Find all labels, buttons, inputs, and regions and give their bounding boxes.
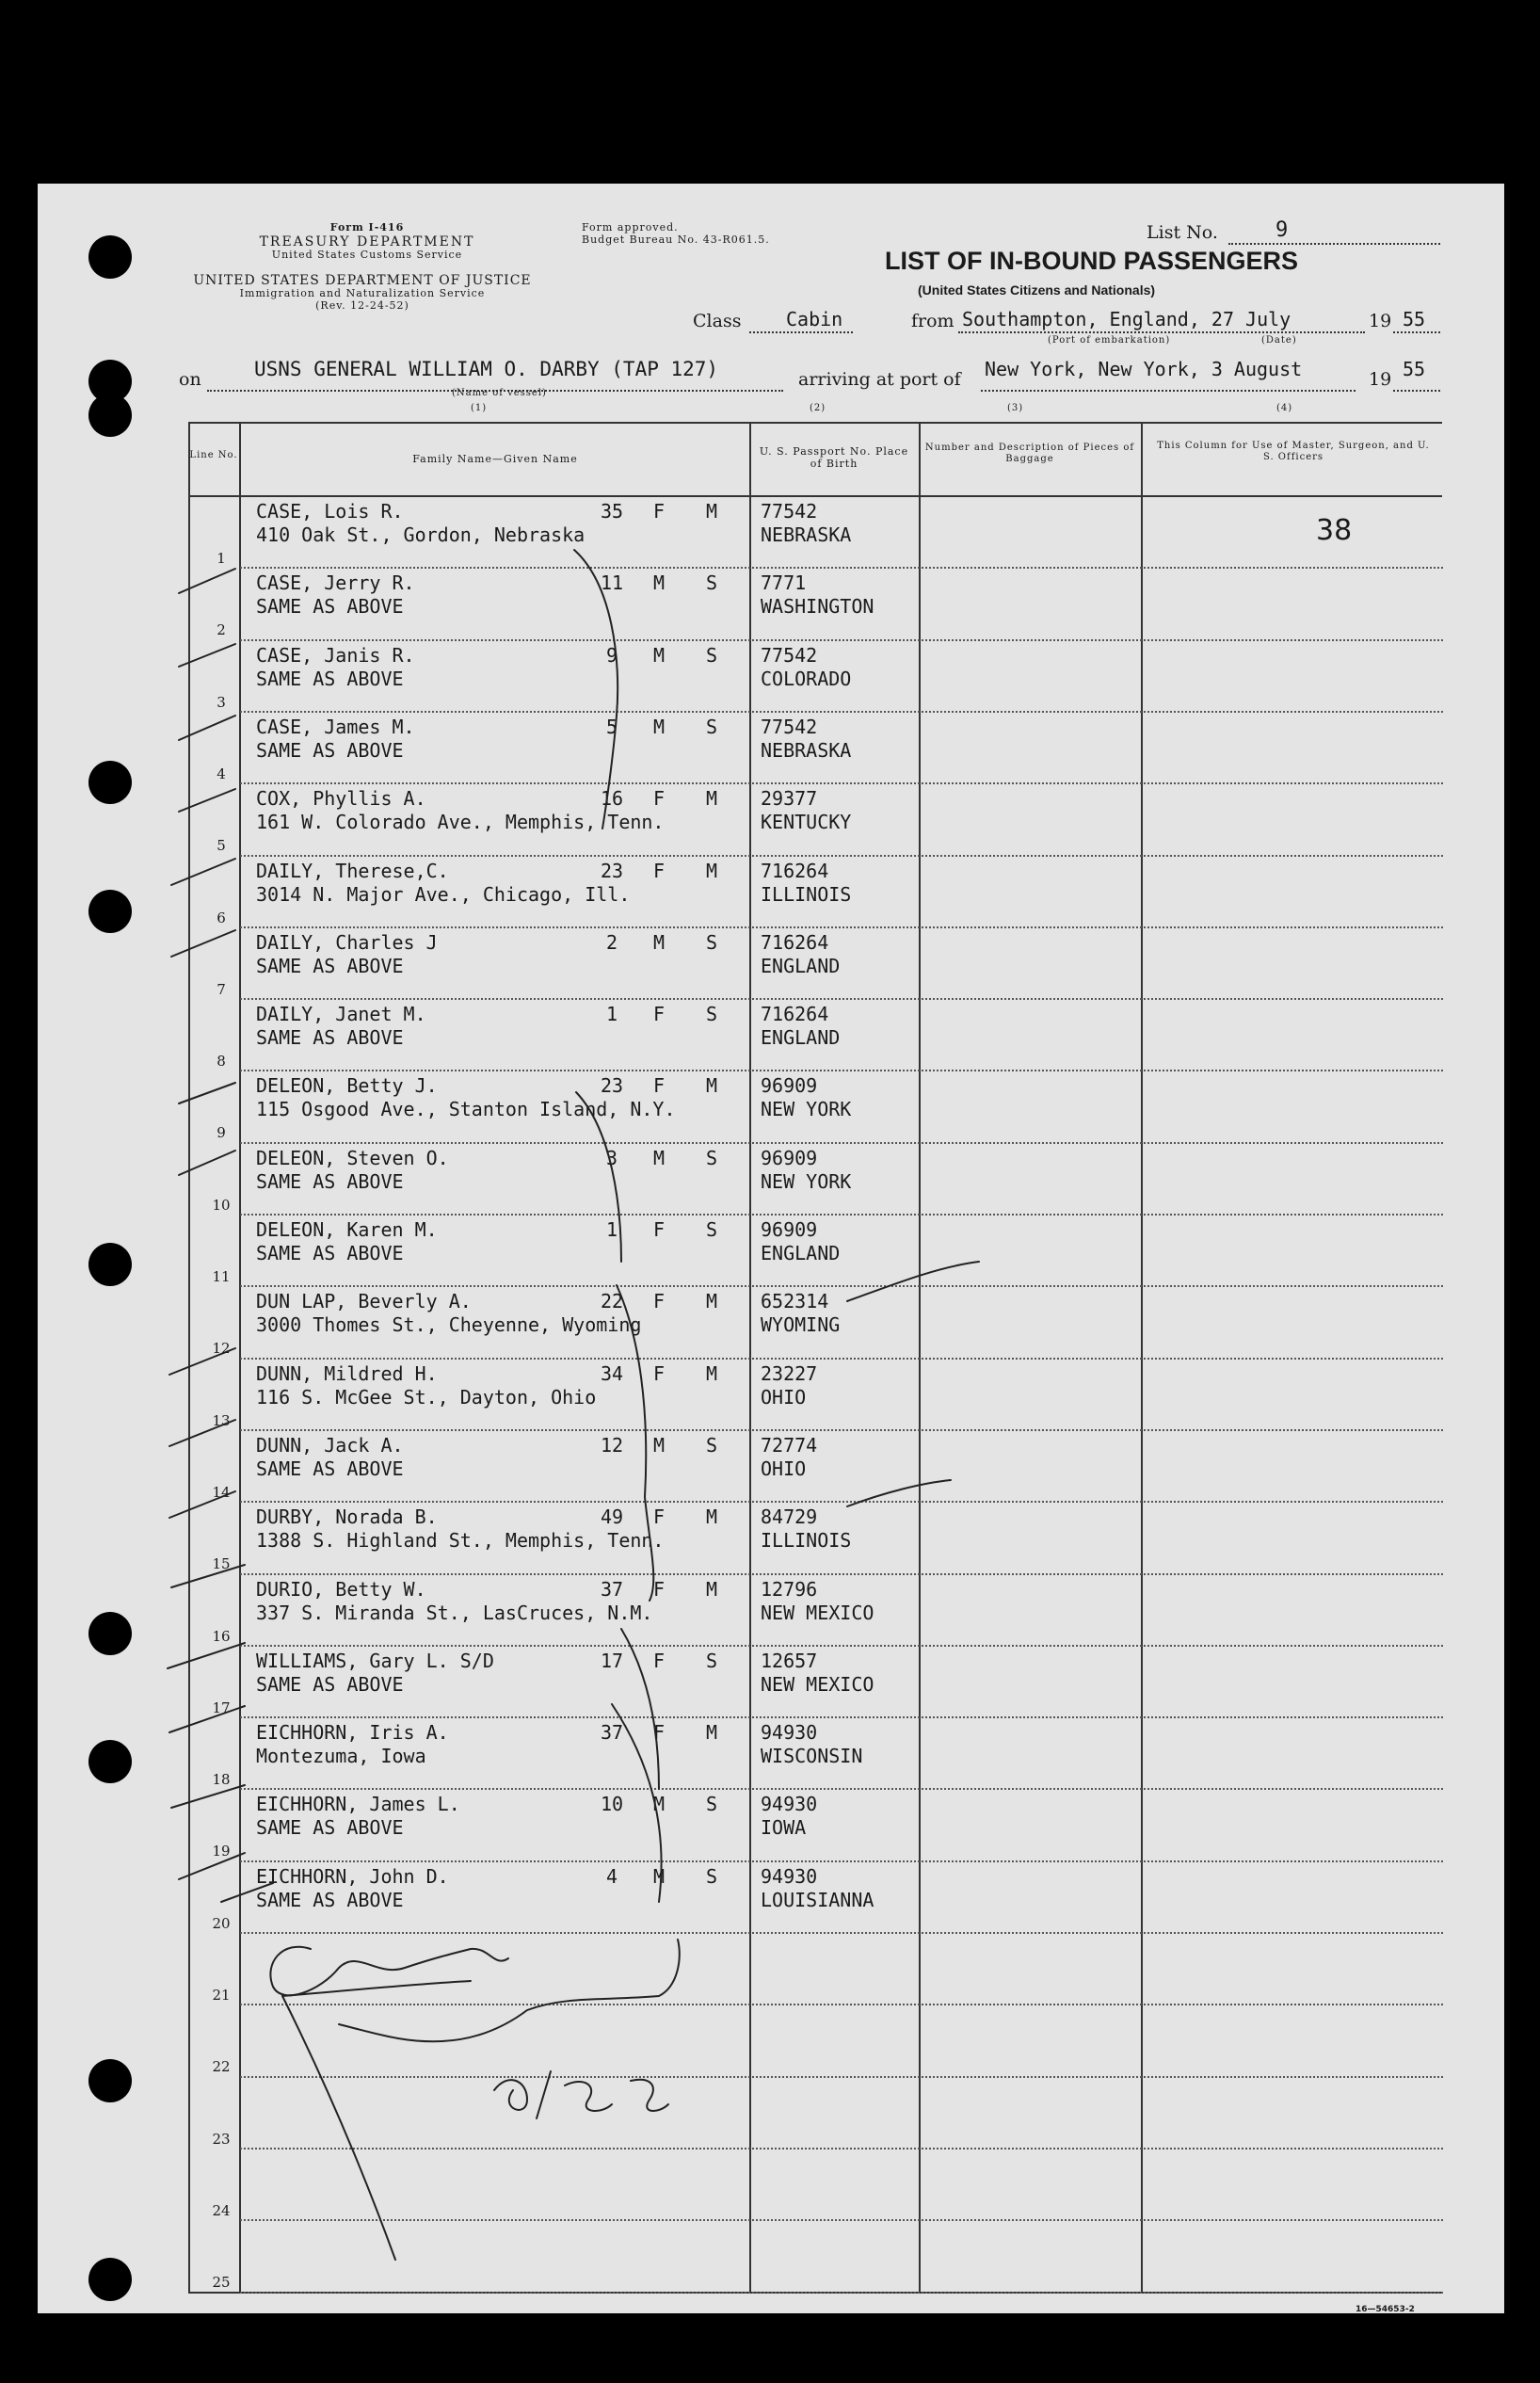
customs-service: United States Customs Service	[271, 248, 463, 261]
passenger-name: EICHHORN, Iris A.	[256, 1721, 449, 1744]
passenger-sex: F	[653, 1290, 666, 1312]
passenger-sex: M	[653, 1865, 666, 1888]
passenger-address: SAME AS ABOVE	[256, 955, 404, 977]
passenger-name: EICHHORN, James L.	[256, 1793, 460, 1815]
dept-justice: UNITED STATES DEPARTMENT OF JUSTICE	[193, 273, 532, 288]
passenger-address: 3014 N. Major Ave., Chicago, Ill.	[256, 883, 631, 906]
passport-number: 77542	[761, 500, 818, 523]
passenger-sex: M	[653, 931, 666, 954]
passport-number: 94930	[761, 1721, 818, 1744]
passenger-marital-status: S	[706, 572, 718, 594]
passenger-marital-status: M	[706, 1290, 718, 1312]
list-no-label: List No.	[1147, 222, 1218, 243]
passenger-address: 116 S. McGee St., Dayton, Ohio	[256, 1386, 597, 1409]
port-embark-caption: (Port of embarkation)	[1048, 335, 1171, 346]
place-of-birth: COLORADO	[761, 668, 852, 690]
passenger-marital-status: M	[706, 1721, 718, 1744]
passenger-name: DELEON, Steven O.	[256, 1147, 449, 1169]
list-no-value: 9	[1275, 218, 1289, 242]
passenger-address: SAME AS ABOVE	[256, 1889, 404, 1911]
passenger-marital-status: M	[706, 500, 718, 523]
line-number: 25	[212, 2274, 231, 2291]
form-number: Form I-416	[329, 221, 405, 233]
year-2: 55	[1403, 358, 1426, 380]
passenger-age: 17	[600, 1650, 624, 1672]
passenger-age: 1	[605, 1003, 618, 1025]
col-num-1: (1)	[471, 403, 488, 413]
passenger-name: DELEON, Karen M.	[256, 1218, 438, 1241]
passenger-age: 22	[600, 1290, 624, 1312]
passport-number: 12657	[761, 1650, 818, 1672]
line-number: 13	[212, 1412, 231, 1429]
passenger-marital-status: M	[706, 787, 718, 810]
passenger-name: DAILY, Charles J	[256, 931, 438, 954]
passenger-address: 1388 S. Highland St., Memphis, Tenn.	[256, 1529, 665, 1552]
line-number: 12	[212, 1340, 231, 1357]
passenger-sex: F	[653, 1505, 666, 1528]
line-number: 5	[217, 837, 226, 854]
passenger-address: SAME AS ABOVE	[256, 595, 404, 618]
place-of-birth: LOUISIANNA	[761, 1889, 874, 1911]
passenger-address: SAME AS ABOVE	[256, 739, 404, 762]
passport-number: 652314	[761, 1290, 829, 1312]
place-of-birth: OHIO	[761, 1457, 807, 1480]
passenger-marital-status: M	[706, 860, 718, 882]
rev-date: (Rev. 12-24-52)	[315, 298, 409, 312]
passenger-sex: M	[653, 716, 666, 738]
place-of-birth: ILLINOIS	[761, 1529, 852, 1552]
passenger-age: 2	[605, 931, 618, 954]
passenger-age: 37	[600, 1578, 624, 1601]
date-caption: (Date)	[1261, 335, 1297, 346]
passenger-name: DURBY, Norada B.	[256, 1505, 438, 1528]
year-1: 55	[1403, 308, 1426, 330]
passenger-address: SAME AS ABOVE	[256, 668, 404, 690]
passenger-sex: M	[653, 1147, 666, 1169]
passport-number: 96909	[761, 1218, 818, 1241]
place-of-birth: NEBRASKA	[761, 739, 852, 762]
place-of-birth: KENTUCKY	[761, 811, 852, 833]
passport-number: 7771	[761, 572, 807, 594]
line-number: 7	[217, 981, 226, 998]
passenger-age: 23	[600, 860, 624, 882]
line-number: 11	[212, 1268, 231, 1285]
passenger-name: CASE, James M.	[256, 716, 415, 738]
place-of-birth: OHIO	[761, 1386, 807, 1409]
passenger-age: 34	[600, 1362, 624, 1385]
passenger-age: 1	[605, 1218, 618, 1241]
place-of-birth: NEBRASKA	[761, 523, 852, 546]
line-number: 3	[217, 694, 226, 711]
passenger-address: 337 S. Miranda St., LasCruces, N.M.	[256, 1602, 653, 1624]
passport-number: 96909	[761, 1147, 818, 1169]
passenger-age: 5	[605, 716, 618, 738]
passenger-sex: M	[653, 644, 666, 667]
passport-number: 716264	[761, 931, 829, 954]
passenger-marital-status: M	[706, 1074, 718, 1097]
passenger-name: WILLIAMS, Gary L. S/D	[256, 1650, 494, 1672]
passenger-sex: M	[653, 1793, 666, 1815]
page-subtitle: (United States Citizens and Nationals)	[918, 282, 1156, 298]
passenger-sex: M	[653, 572, 666, 594]
passenger-name: DAILY, Janet M.	[256, 1003, 426, 1025]
place-of-birth: IOWA	[761, 1816, 807, 1839]
passenger-sex: F	[653, 1362, 666, 1385]
passenger-marital-status: S	[706, 1147, 718, 1169]
vessel-name: USNS GENERAL WILLIAM O. DARBY (TAP 127)	[254, 358, 719, 380]
passenger-age: 9	[605, 644, 618, 667]
line-number: 18	[212, 1771, 231, 1788]
passenger-sex: F	[653, 1003, 666, 1025]
passenger-marital-status: S	[706, 1218, 718, 1241]
line-number: 19	[212, 1843, 231, 1860]
passport-number: 29377	[761, 787, 818, 810]
passenger-address: Montezuma, Iowa	[256, 1745, 426, 1767]
passenger-marital-status: S	[706, 1003, 718, 1025]
passport-number: 84729	[761, 1505, 818, 1528]
passenger-address: SAME AS ABOVE	[256, 1242, 404, 1264]
passenger-address: 161 W. Colorado Ave., Memphis, Tenn.	[256, 811, 665, 833]
passport-number: 94930	[761, 1793, 818, 1815]
passenger-age: 3	[605, 1147, 618, 1169]
passport-number: 12796	[761, 1578, 818, 1601]
passenger-sex: F	[653, 860, 666, 882]
passenger-name: DAILY, Therese,C.	[256, 860, 449, 882]
passenger-address: SAME AS ABOVE	[256, 1026, 404, 1049]
vessel-caption: (Name of vessel)	[452, 388, 547, 398]
on-label: on	[179, 369, 201, 390]
approval-line-2: Budget Bureau No. 43-R061.5.	[582, 233, 770, 246]
line-number: 21	[212, 1987, 231, 2004]
place-of-birth: ENGLAND	[761, 1026, 841, 1049]
place-of-birth: WASHINGTON	[761, 595, 874, 618]
passenger-marital-status: M	[706, 1505, 718, 1528]
passenger-name: DURIO, Betty W.	[256, 1578, 426, 1601]
col-header-officers: This Column for Use of Master, Surgeon, and U. S. Officers	[1157, 441, 1430, 462]
line-number: 23	[212, 2131, 231, 2148]
col-header-name: Family Name—Given Name	[412, 453, 578, 465]
arrival-port: New York, New York, 3 August	[985, 358, 1303, 380]
col-header-line: Line No.	[189, 450, 238, 460]
line-number: 15	[212, 1555, 231, 1572]
passport-number: 94930	[761, 1865, 818, 1888]
line-number: 1	[217, 550, 226, 567]
passport-number: 72774	[761, 1434, 818, 1457]
place-of-birth: ENGLAND	[761, 1242, 841, 1264]
line-number: 9	[217, 1124, 226, 1141]
passport-number: 716264	[761, 860, 829, 882]
passenger-name: EICHHORN, John D.	[256, 1865, 449, 1888]
passenger-name: DUN LAP, Beverly A.	[256, 1290, 472, 1312]
passenger-marital-status: S	[706, 931, 718, 954]
col-header-baggage: Number and Description of Pieces of Baggage	[924, 443, 1135, 464]
place-of-birth: WISCONSIN	[761, 1745, 863, 1767]
dept-treasury: TREASURY DEPARTMENT	[259, 233, 475, 250]
line-number: 8	[217, 1053, 226, 1070]
passenger-age: 4	[605, 1865, 618, 1888]
class-label: Class	[693, 311, 742, 331]
place-of-birth: ENGLAND	[761, 955, 841, 977]
passenger-address: 3000 Thomes St., Cheyenne, Wyoming	[256, 1313, 642, 1336]
line-number: 22	[212, 2058, 231, 2075]
passenger-marital-status: M	[706, 1578, 718, 1601]
passenger-age: 35	[600, 500, 624, 523]
arriving-label: arriving at port of	[798, 369, 961, 390]
place-of-birth: NEW MEXICO	[761, 1673, 874, 1696]
passenger-name: DELEON, Betty J.	[256, 1074, 438, 1097]
place-of-birth: NEW YORK	[761, 1098, 852, 1120]
passenger-marital-status: S	[706, 1793, 718, 1815]
passenger-age: 23	[600, 1074, 624, 1097]
from-label: from	[911, 311, 954, 331]
passport-number: 23227	[761, 1362, 818, 1385]
passenger-name: CASE, Jerry R.	[256, 572, 415, 594]
line-number: 6	[217, 910, 226, 926]
passenger-age: 49	[600, 1505, 624, 1528]
passenger-marital-status: S	[706, 644, 718, 667]
officer-note: 38	[1316, 514, 1353, 547]
passenger-marital-status: S	[706, 716, 718, 738]
passenger-address: SAME AS ABOVE	[256, 1170, 404, 1193]
passenger-sex: F	[653, 1721, 666, 1744]
class-value: Cabin	[786, 308, 843, 330]
passenger-age: 10	[600, 1793, 624, 1815]
passenger-age: 16	[600, 787, 624, 810]
place-of-birth: NEW YORK	[761, 1170, 852, 1193]
passenger-address: SAME AS ABOVE	[256, 1816, 404, 1839]
passenger-name: DUNN, Jack A.	[256, 1434, 404, 1457]
col-num-3: (3)	[1007, 403, 1024, 413]
passenger-marital-status: S	[706, 1865, 718, 1888]
place-of-birth: ILLINOIS	[761, 883, 852, 906]
passenger-address: SAME AS ABOVE	[256, 1673, 404, 1696]
passenger-marital-status: M	[706, 1362, 718, 1385]
page-title: LIST OF IN-BOUND PASSENGERS	[885, 247, 1299, 275]
col-num-4: (4)	[1276, 403, 1293, 413]
approval-line-1: Form approved.	[582, 221, 679, 233]
passenger-name: COX, Phyllis A.	[256, 787, 426, 810]
place-of-birth: WYOMING	[761, 1313, 841, 1336]
passenger-age: 12	[600, 1434, 624, 1457]
passenger-name: CASE, Lois R.	[256, 500, 404, 523]
line-number: 2	[217, 621, 226, 638]
passenger-sex: F	[653, 1074, 666, 1097]
line-number: 16	[212, 1628, 231, 1645]
from-value: Southampton, England, 27 July	[962, 308, 1291, 330]
passenger-marital-status: S	[706, 1650, 718, 1672]
passport-number: 77542	[761, 644, 818, 667]
passenger-age: 37	[600, 1721, 624, 1744]
passenger-sex: F	[653, 1218, 666, 1241]
footer-code: 16—54653-2	[1356, 2305, 1415, 2314]
line-number: 10	[212, 1197, 231, 1214]
line-number: 14	[212, 1484, 231, 1501]
passenger-address: 410 Oak St., Gordon, Nebraska	[256, 523, 586, 546]
col-num-2: (2)	[810, 403, 826, 413]
passenger-name: DUNN, Mildred H.	[256, 1362, 438, 1385]
passenger-age: 11	[600, 572, 624, 594]
year-prefix-1: 19	[1369, 311, 1392, 331]
passenger-sex: F	[653, 787, 666, 810]
line-number: 20	[212, 1915, 231, 1932]
passenger-sex: F	[653, 1650, 666, 1672]
passenger-sex: F	[653, 500, 666, 523]
passenger-sex: M	[653, 1434, 666, 1457]
passenger-address: 115 Osgood Ave., Stanton Island, N.Y.	[256, 1098, 676, 1120]
passenger-marital-status: S	[706, 1434, 718, 1457]
passenger-name: CASE, Janis R.	[256, 644, 415, 667]
passport-number: 716264	[761, 1003, 829, 1025]
col-header-passport: U. S. Passport No. Place of Birth	[759, 445, 909, 470]
ins-service: Immigration and Naturalization Service	[239, 287, 486, 300]
passenger-address: SAME AS ABOVE	[256, 1457, 404, 1480]
passport-number: 77542	[761, 716, 818, 738]
line-number: 24	[212, 2202, 231, 2219]
line-number: 17	[212, 1699, 231, 1716]
passenger-sex: F	[653, 1578, 666, 1601]
place-of-birth: NEW MEXICO	[761, 1602, 874, 1624]
year-prefix-2: 19	[1369, 369, 1392, 390]
passport-number: 96909	[761, 1074, 818, 1097]
line-number: 4	[217, 765, 226, 782]
